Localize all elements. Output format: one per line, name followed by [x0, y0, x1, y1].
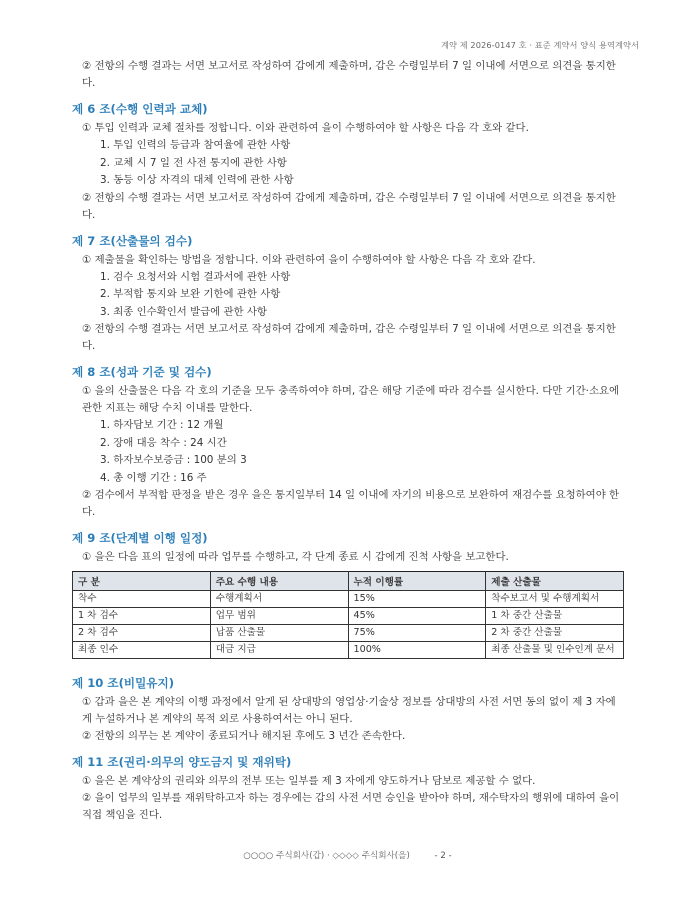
- table-cell: 100%: [348, 642, 486, 659]
- article-6-clause-1: ① 투입 인력과 교체 절차를 정합니다. 이와 관련하여 을이 수행하여야 할 사항은 다음 각 호와 같다.: [82, 122, 529, 134]
- schedule-table: [72, 571, 624, 659]
- article-6-clause-2: ② 전항의 수행 결과는 서면 보고서로 작성하여 갑에게 제출하며, 갑은 수령일부터 7 일 이내에 서면으로 의견을 통지한다.: [82, 191, 616, 221]
- list-item: 1. 하자담보 기간 : 12 개월: [100, 419, 224, 431]
- table-cell: 2 차 중간 산출물: [486, 625, 624, 642]
- article-10-clause-2: ② 전항의 의무는 본 계약이 종료되거나 해지된 후에도 3 년간 존속한다.: [82, 730, 406, 742]
- article-11-clause-2: ② 을이 업무의 일부를 재위탁하고자 하는 경우에는 갑의 사전 서면 승인을 받아야 하며, 재수탁자의 행위에 대하여 을이 직접 책임을 진다.: [82, 792, 620, 821]
- contract-body: [72, 58, 624, 824]
- article-10-clause-1: ① 갑과 을은 본 계약의 이행 과정에서 알게 된 상대방의 영업상·기술상 정보를 상대방의 사전 서면 동의 없이 제 3 자에게 누설하거나 본 계약의 목적 외로 사용하여서는 아니 된다.: [82, 696, 616, 725]
- article-6-items: [72, 137, 624, 190]
- article-7-title: 제 7 조(산출물의 검수): [72, 233, 193, 248]
- article-7-clause-2: ② 전항의 수행 결과는 서면 보고서로 작성하여 갑에게 제출하며, 갑은 수령일부터 7 일 이내에 서면으로 의견을 통지한다.: [82, 323, 616, 352]
- article-8-items: [72, 417, 624, 487]
- table-cell: 대금 지급: [210, 642, 348, 659]
- table-row: [73, 591, 624, 608]
- list-item: 2. 교체 시 7 일 전 사전 통지에 관한 사항: [100, 156, 287, 169]
- table-cell: 1 차 검수: [73, 608, 211, 625]
- article-7-clause-1: ① 제출물을 확인하는 방법을 정합니다. 이와 관련하여 을이 수행하여야 할 사항은 다음 각 호와 같다.: [82, 253, 536, 266]
- footer-parties: ○○○○ 주식회사(갑) · ◇◇◇◇ 주식회사(을): [243, 851, 410, 861]
- list-item: 3. 하자보수보증금 : 100 분의 3: [100, 454, 247, 466]
- list-item: 1. 투입 인력의 등급과 참여율에 관한 사항: [100, 139, 291, 151]
- table-header-row: [73, 572, 624, 591]
- list-item: 3. 최종 인수확인서 발급에 관한 사항: [100, 305, 267, 318]
- article-7-items: [72, 269, 624, 322]
- article-8-clause-1: ① 을의 산출물은 다음 각 호의 기준을 모두 충족하여야 하며, 갑은 해당 기준에 따라 검수를 실시한다. 다만 기간·소요에 관한 지표는 해당 수치 이내를 말한다.: [82, 385, 620, 414]
- article-8-clause-2: ② 검수에서 부적합 판정을 받은 경우 을은 통지일부터 14 일 이내에 자기의 비용으로 보완하여 재검수를 요청하여야 한다.: [82, 489, 620, 518]
- column-header: 주요 수행 내용: [210, 572, 348, 591]
- table-cell: 착수: [73, 591, 211, 608]
- table-row: [73, 625, 624, 642]
- table-cell: 납품 산출물: [210, 625, 348, 642]
- table-cell: 75%: [348, 625, 486, 642]
- page-number: - 2 -: [434, 851, 452, 861]
- page-footer: [0, 849, 695, 861]
- column-header: 제출 산출물: [486, 572, 624, 591]
- table-cell: 45%: [348, 608, 486, 625]
- table-cell: 최종 산출물 및 인수인계 문서: [486, 642, 624, 659]
- article-10-title: 제 10 조(비밀유지): [72, 676, 175, 690]
- table-row: [73, 642, 624, 659]
- table-cell: 1 차 중간 산출물: [486, 608, 624, 625]
- article-6-title: 제 6 조(수행 인력과 교체): [72, 102, 208, 116]
- table-cell: 수행계획서: [210, 591, 348, 608]
- article-9-clause-1: ① 을은 다음 표의 일정에 따라 업무를 수행하고, 각 단계 종료 시 갑에게 진척 사항을 보고한다.: [82, 551, 509, 563]
- article-11-clause-1: ① 을은 본 계약상의 권리와 의무의 전부 또는 일부를 제 3 자에게 양도하거나 담보로 제공할 수 없다.: [82, 775, 536, 787]
- intro-paragraph: ② 전항의 수행 결과는 서면 보고서로 작성하여 갑에게 제출하며, 갑은 수령일부터 7 일 이내에 서면으로 의견을 통지한다.: [82, 60, 616, 89]
- column-header: 누적 이행률: [348, 572, 486, 591]
- column-header: 구 분: [73, 572, 211, 591]
- table-cell: 2 차 검수: [73, 625, 211, 642]
- list-item: 3. 동등 이상 자격의 대체 인력에 관한 사항: [100, 174, 294, 186]
- table-cell: 최종 인수: [73, 642, 211, 659]
- list-item: 4. 총 이행 기간 : 16 주: [100, 471, 207, 484]
- article-11-title: 제 11 조(권리·의무의 양도금지 및 재위탁): [72, 755, 292, 769]
- article-9-title: 제 9 조(단계별 이행 일정): [72, 531, 208, 545]
- table-cell: 착수보고서 및 수행계획서: [486, 591, 624, 608]
- running-header: 계약 제 2026-0147 호 · 표준 계약서 양식 용역계약서: [441, 40, 639, 50]
- table-row: [73, 608, 624, 625]
- table-cell: 15%: [348, 591, 486, 608]
- table-cell: 업무 범위: [210, 608, 348, 625]
- list-item: 2. 장애 대응 착수 : 24 시간: [100, 436, 227, 449]
- list-item: 2. 부적합 통지와 보완 기한에 관한 사항: [100, 288, 281, 300]
- list-item: 1. 검수 요청서와 시험 결과서에 관한 사항: [100, 270, 291, 283]
- article-8-title: 제 8 조(성과 기준 및 검수): [72, 365, 212, 379]
